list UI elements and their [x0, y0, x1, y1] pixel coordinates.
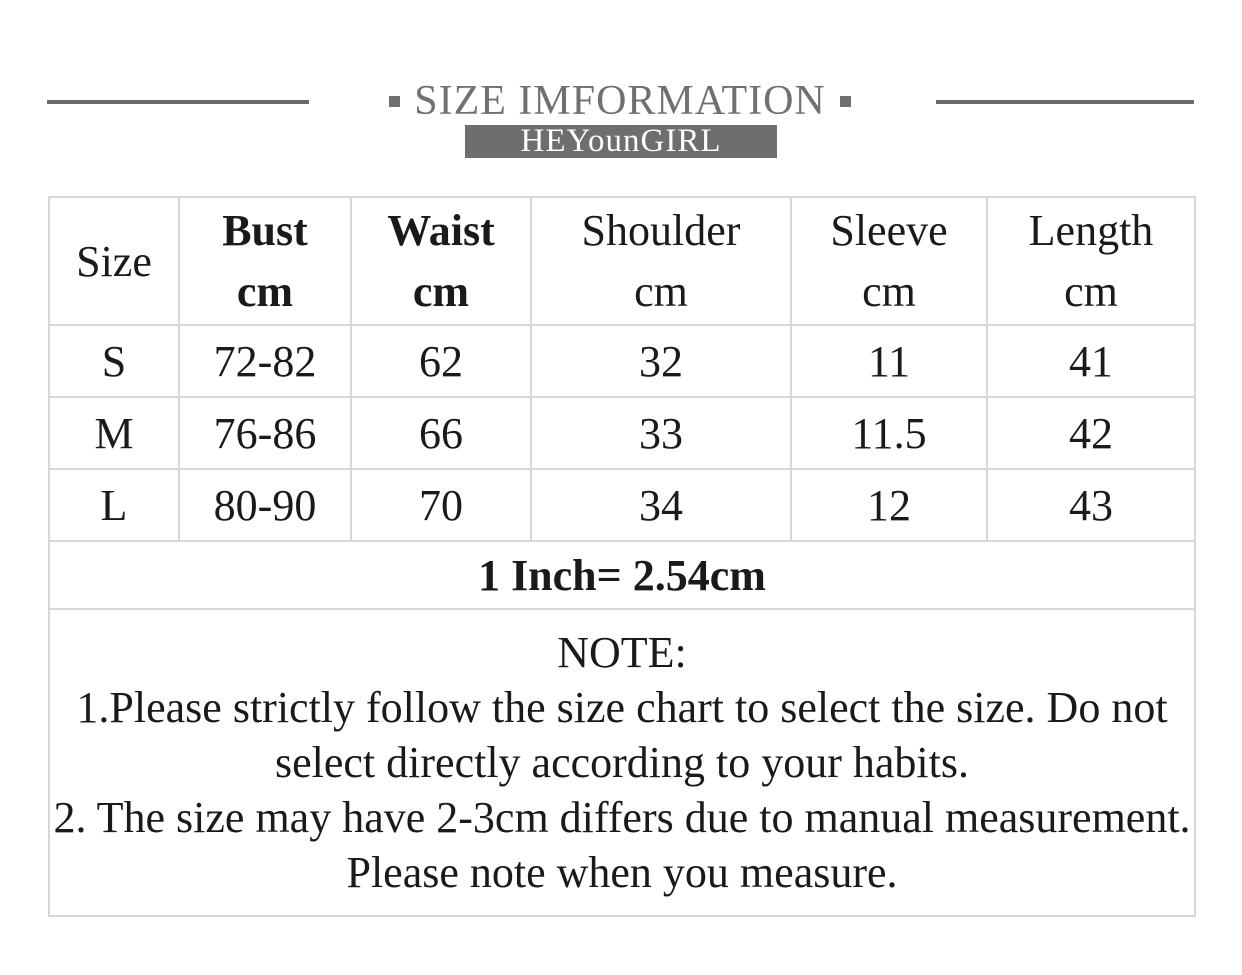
waist-cell: 62 — [351, 325, 531, 397]
shoulder-cell: 34 — [531, 469, 791, 541]
sleeve-cell: 11.5 — [791, 397, 987, 469]
page-title: SIZE IMFORMATION — [414, 78, 826, 124]
inch-conversion-text: 1 Inch= 2.54cm — [49, 541, 1195, 609]
column-unit: cm — [862, 267, 916, 316]
bust-cell: 72-82 — [179, 325, 351, 397]
conversion-row — [49, 541, 1195, 609]
note-line-1: 1.Please strictly follow the size chart to select the size. Do not select directly according to your habits. — [76, 683, 1168, 787]
size-chart-table — [48, 196, 1196, 917]
right-divider-line — [936, 100, 1194, 104]
note-line-2: 2. The size may have 2-3cm differs due to manual measurement. Please note when you measure. — [53, 793, 1191, 897]
column-unit: cm — [236, 267, 294, 316]
length-cell: 42 — [987, 397, 1195, 469]
page-title-group — [389, 80, 851, 122]
brand-logo: HEYounGIRL — [465, 125, 777, 158]
shoulder-cell: 33 — [531, 397, 791, 469]
column-unit: cm — [1064, 267, 1118, 316]
table-row-l — [49, 469, 1195, 541]
size-column-header: Size — [49, 197, 179, 325]
column-unit: cm — [412, 267, 470, 316]
column-name: Shoulder — [581, 206, 741, 255]
waist-cell: 66 — [351, 397, 531, 469]
table-row-s — [49, 325, 1195, 397]
bust-cell: 76-86 — [179, 397, 351, 469]
shoulder-column-header — [531, 197, 791, 325]
table-row-m — [49, 397, 1195, 469]
column-name: Sleeve — [830, 206, 948, 255]
waist-column-header — [351, 197, 531, 325]
length-cell: 41 — [987, 325, 1195, 397]
note-cell — [49, 609, 1195, 916]
header-row — [49, 197, 1195, 325]
sleeve-column-header — [791, 197, 987, 325]
square-bullet-icon — [389, 96, 400, 107]
length-cell: 43 — [987, 469, 1195, 541]
size-cell: M — [49, 397, 179, 469]
size-cell: L — [49, 469, 179, 541]
column-unit: cm — [634, 267, 688, 316]
bust-cell: 80-90 — [179, 469, 351, 541]
waist-cell: 70 — [351, 469, 531, 541]
sleeve-cell: 11 — [791, 325, 987, 397]
length-column-header — [987, 197, 1195, 325]
title-area — [330, 80, 910, 122]
column-name: Waist — [387, 206, 495, 255]
square-bullet-icon — [840, 96, 851, 107]
size-cell: S — [49, 325, 179, 397]
bust-column-header — [179, 197, 351, 325]
column-name: Bust — [222, 206, 308, 255]
column-name: Length — [1028, 206, 1154, 255]
note-row — [49, 609, 1195, 916]
left-divider-line — [47, 100, 309, 104]
sleeve-cell: 12 — [791, 469, 987, 541]
shoulder-cell: 32 — [531, 325, 791, 397]
note-title: NOTE: — [557, 628, 687, 677]
